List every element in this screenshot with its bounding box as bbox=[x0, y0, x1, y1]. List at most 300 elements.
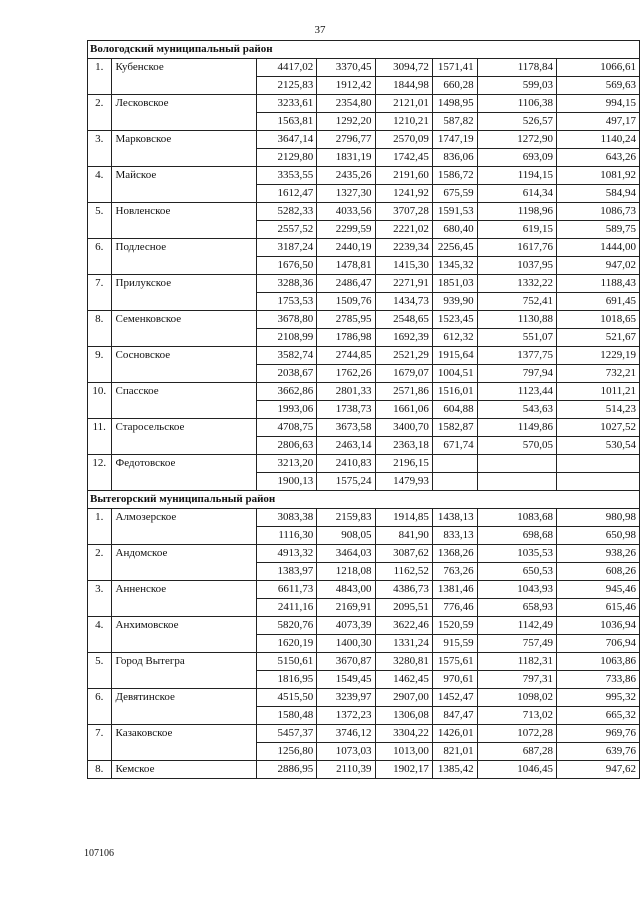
row-number: 1. bbox=[88, 59, 112, 77]
row-number-empty bbox=[88, 77, 112, 95]
value-cell: 2129,80 bbox=[257, 149, 317, 167]
value-cell: 1229,19 bbox=[557, 347, 640, 365]
section-title: Вытегорский муниципальный район bbox=[88, 491, 640, 509]
settlement-name-empty bbox=[111, 671, 257, 689]
settlement-name-empty bbox=[111, 743, 257, 761]
row-number: 6. bbox=[88, 239, 112, 257]
table-row bbox=[88, 437, 640, 455]
value-cell: 589,75 bbox=[557, 221, 640, 239]
value-cell: 570,05 bbox=[477, 437, 556, 455]
value-cell: 1831,19 bbox=[317, 149, 375, 167]
settlement-name-empty bbox=[111, 221, 257, 239]
footer-code: 107106 bbox=[84, 848, 114, 859]
table-row bbox=[88, 167, 640, 185]
value-cell: 841,90 bbox=[375, 527, 432, 545]
value-cell: 1306,08 bbox=[375, 707, 432, 725]
value-cell: 584,94 bbox=[557, 185, 640, 203]
settlement-name: Город Вытегра bbox=[111, 653, 257, 671]
value-cell: 706,94 bbox=[557, 635, 640, 653]
value-cell: 1073,03 bbox=[317, 743, 375, 761]
value-cell: 1742,45 bbox=[375, 149, 432, 167]
settlement-name-empty bbox=[111, 365, 257, 383]
table-row bbox=[88, 401, 640, 419]
value-cell: 1591,53 bbox=[432, 203, 477, 221]
value-cell: 1912,42 bbox=[317, 77, 375, 95]
value-cell: 1123,44 bbox=[477, 383, 556, 401]
value-cell: 3288,36 bbox=[257, 275, 317, 293]
value-cell: 1580,48 bbox=[257, 707, 317, 725]
value-cell: 915,59 bbox=[432, 635, 477, 653]
settlement-name: Федотовское bbox=[111, 455, 257, 473]
value-cell: 2221,02 bbox=[375, 221, 432, 239]
value-cell: 2440,19 bbox=[317, 239, 375, 257]
value-cell: 1081,92 bbox=[557, 167, 640, 185]
settlement-name: Анхимовское bbox=[111, 617, 257, 635]
table-row bbox=[88, 257, 640, 275]
value-cell: 658,93 bbox=[477, 599, 556, 617]
value-cell: 732,21 bbox=[557, 365, 640, 383]
value-cell: 3353,55 bbox=[257, 167, 317, 185]
settlement-name: Подлесное bbox=[111, 239, 257, 257]
value-cell: 3094,72 bbox=[375, 59, 432, 77]
value-cell: 1434,73 bbox=[375, 293, 432, 311]
value-cell: 1612,47 bbox=[257, 185, 317, 203]
value-cell: 3746,12 bbox=[317, 725, 375, 743]
value-cell: 1762,26 bbox=[317, 365, 375, 383]
value-cell: 2796,77 bbox=[317, 131, 375, 149]
value-cell: 980,98 bbox=[557, 509, 640, 527]
table-row bbox=[88, 455, 640, 473]
value-cell: 1993,06 bbox=[257, 401, 317, 419]
value-cell: 3280,81 bbox=[375, 653, 432, 671]
value-cell: 1013,00 bbox=[375, 743, 432, 761]
value-cell: 1617,76 bbox=[477, 239, 556, 257]
value-cell: 650,98 bbox=[557, 527, 640, 545]
row-number: 12. bbox=[88, 455, 112, 473]
value-cell: 599,03 bbox=[477, 77, 556, 95]
value-cell: 1027,52 bbox=[557, 419, 640, 437]
value-cell: 675,59 bbox=[432, 185, 477, 203]
value-cell: 3083,38 bbox=[257, 509, 317, 527]
value-cell: 2521,29 bbox=[375, 347, 432, 365]
row-number: 7. bbox=[88, 725, 112, 743]
value-cell: 1140,24 bbox=[557, 131, 640, 149]
settlement-name: Кубенское bbox=[111, 59, 257, 77]
value-cell: 551,07 bbox=[477, 329, 556, 347]
settlement-name-empty bbox=[111, 113, 257, 131]
value-cell: 4386,73 bbox=[375, 581, 432, 599]
page-number: 37 bbox=[314, 24, 326, 36]
value-cell: 691,45 bbox=[557, 293, 640, 311]
value-cell: 1438,13 bbox=[432, 509, 477, 527]
value-cell: 2570,09 bbox=[375, 131, 432, 149]
value-cell: 1086,73 bbox=[557, 203, 640, 221]
value-cell: 4417,02 bbox=[257, 59, 317, 77]
table-row bbox=[88, 761, 640, 779]
settlement-name: Старосельское bbox=[111, 419, 257, 437]
value-cell: 615,46 bbox=[557, 599, 640, 617]
row-number: 2. bbox=[88, 95, 112, 113]
value-cell: 1452,47 bbox=[432, 689, 477, 707]
row-number: 11. bbox=[88, 419, 112, 437]
value-cell: 1142,49 bbox=[477, 617, 556, 635]
value-cell bbox=[432, 455, 477, 473]
value-cell: 757,49 bbox=[477, 635, 556, 653]
value-cell: 1586,72 bbox=[432, 167, 477, 185]
table-row bbox=[88, 527, 640, 545]
value-cell: 1004,51 bbox=[432, 365, 477, 383]
value-cell: 1844,98 bbox=[375, 77, 432, 95]
value-cell: 1066,61 bbox=[557, 59, 640, 77]
settlement-name: Лесковское bbox=[111, 95, 257, 113]
value-cell: 939,90 bbox=[432, 293, 477, 311]
value-cell: 671,74 bbox=[432, 437, 477, 455]
value-cell: 1372,23 bbox=[317, 707, 375, 725]
value-cell: 752,41 bbox=[477, 293, 556, 311]
value-cell: 1914,85 bbox=[375, 509, 432, 527]
value-cell bbox=[477, 455, 556, 473]
value-cell: 1462,45 bbox=[375, 671, 432, 689]
value-cell: 608,26 bbox=[557, 563, 640, 581]
value-cell: 1218,08 bbox=[317, 563, 375, 581]
value-cell: 947,02 bbox=[557, 257, 640, 275]
table-row bbox=[88, 149, 640, 167]
value-cell: 1037,95 bbox=[477, 257, 556, 275]
settlement-name-empty bbox=[111, 257, 257, 275]
value-cell: 639,76 bbox=[557, 743, 640, 761]
value-cell: 1747,19 bbox=[432, 131, 477, 149]
value-cell: 3670,87 bbox=[317, 653, 375, 671]
settlement-name: Новленское bbox=[111, 203, 257, 221]
value-cell: 698,68 bbox=[477, 527, 556, 545]
row-number-empty bbox=[88, 257, 112, 275]
row-number: 3. bbox=[88, 131, 112, 149]
value-cell: 1509,76 bbox=[317, 293, 375, 311]
value-cell: 947,62 bbox=[557, 761, 640, 779]
value-cell: 514,23 bbox=[557, 401, 640, 419]
value-cell: 713,02 bbox=[477, 707, 556, 725]
row-number: 10. bbox=[88, 383, 112, 401]
value-cell: 2299,59 bbox=[317, 221, 375, 239]
value-cell: 521,67 bbox=[557, 329, 640, 347]
table-row bbox=[88, 311, 640, 329]
table-row bbox=[88, 743, 640, 761]
value-cell: 1377,75 bbox=[477, 347, 556, 365]
value-cell: 3370,45 bbox=[317, 59, 375, 77]
value-cell: 1198,96 bbox=[477, 203, 556, 221]
value-cell: 4843,00 bbox=[317, 581, 375, 599]
value-cell: 2191,60 bbox=[375, 167, 432, 185]
settlement-name: Анненское bbox=[111, 581, 257, 599]
table-row bbox=[88, 581, 640, 599]
value-cell: 3582,74 bbox=[257, 347, 317, 365]
value-cell: 3304,22 bbox=[375, 725, 432, 743]
value-cell: 3187,24 bbox=[257, 239, 317, 257]
table-row bbox=[88, 419, 640, 437]
value-cell: 1620,19 bbox=[257, 635, 317, 653]
table-row bbox=[88, 617, 640, 635]
value-cell: 1679,07 bbox=[375, 365, 432, 383]
table-row bbox=[88, 77, 640, 95]
settlement-name: Кемское bbox=[111, 761, 257, 779]
value-cell: 1046,45 bbox=[477, 761, 556, 779]
value-cell: 1498,95 bbox=[432, 95, 477, 113]
row-number-empty bbox=[88, 113, 112, 131]
settlement-name: Спасское bbox=[111, 383, 257, 401]
value-cell: 1368,26 bbox=[432, 545, 477, 563]
row-number: 8. bbox=[88, 311, 112, 329]
value-cell: 4708,75 bbox=[257, 419, 317, 437]
value-cell: 1738,73 bbox=[317, 401, 375, 419]
value-cell: 2557,52 bbox=[257, 221, 317, 239]
settlement-name-empty bbox=[111, 473, 257, 491]
row-number-empty bbox=[88, 671, 112, 689]
value-cell: 4515,50 bbox=[257, 689, 317, 707]
value-cell: 4033,56 bbox=[317, 203, 375, 221]
value-cell: 3707,28 bbox=[375, 203, 432, 221]
value-cell: 1130,88 bbox=[477, 311, 556, 329]
settlement-name-empty bbox=[111, 185, 257, 203]
value-cell: 1575,24 bbox=[317, 473, 375, 491]
value-cell: 1256,80 bbox=[257, 743, 317, 761]
table-row bbox=[88, 131, 640, 149]
row-number: 1. bbox=[88, 509, 112, 527]
row-number-empty bbox=[88, 293, 112, 311]
table-row bbox=[88, 383, 640, 401]
value-cell: 3662,86 bbox=[257, 383, 317, 401]
value-cell: 643,26 bbox=[557, 149, 640, 167]
table-row bbox=[88, 185, 640, 203]
value-cell: 1011,21 bbox=[557, 383, 640, 401]
value-cell: 945,46 bbox=[557, 581, 640, 599]
value-cell: 1178,84 bbox=[477, 59, 556, 77]
value-cell bbox=[432, 473, 477, 491]
settlement-name: Казаковское bbox=[111, 725, 257, 743]
settlement-name-empty bbox=[111, 527, 257, 545]
value-cell: 1036,94 bbox=[557, 617, 640, 635]
value-cell: 2801,33 bbox=[317, 383, 375, 401]
value-cell: 612,32 bbox=[432, 329, 477, 347]
settlement-name-empty bbox=[111, 599, 257, 617]
value-cell: 660,28 bbox=[432, 77, 477, 95]
row-number: 8. bbox=[88, 761, 112, 779]
row-number: 6. bbox=[88, 689, 112, 707]
table-row bbox=[88, 239, 640, 257]
section-header bbox=[88, 41, 640, 59]
value-cell: 3400,70 bbox=[375, 419, 432, 437]
value-cell: 994,15 bbox=[557, 95, 640, 113]
table-row bbox=[88, 707, 640, 725]
value-cell: 4073,39 bbox=[317, 617, 375, 635]
value-cell: 776,46 bbox=[432, 599, 477, 617]
value-cell: 1188,43 bbox=[557, 275, 640, 293]
value-cell: 2256,45 bbox=[432, 239, 477, 257]
section-title: Вологодский муниципальный район bbox=[88, 41, 640, 59]
settlement-name-empty bbox=[111, 563, 257, 581]
value-cell: 2463,14 bbox=[317, 437, 375, 455]
value-cell bbox=[557, 455, 640, 473]
value-cell: 3622,46 bbox=[375, 617, 432, 635]
table-row bbox=[88, 473, 640, 491]
value-cell: 3239,97 bbox=[317, 689, 375, 707]
row-number-empty bbox=[88, 635, 112, 653]
settlement-name: Семенковское bbox=[111, 311, 257, 329]
value-cell: 2095,51 bbox=[375, 599, 432, 617]
value-cell: 1478,81 bbox=[317, 257, 375, 275]
value-cell: 1816,95 bbox=[257, 671, 317, 689]
value-cell: 970,61 bbox=[432, 671, 477, 689]
value-cell: 2785,95 bbox=[317, 311, 375, 329]
value-cell: 1182,31 bbox=[477, 653, 556, 671]
value-cell: 5282,33 bbox=[257, 203, 317, 221]
table-row bbox=[88, 725, 640, 743]
value-cell: 5820,76 bbox=[257, 617, 317, 635]
value-cell: 2435,26 bbox=[317, 167, 375, 185]
value-cell: 797,31 bbox=[477, 671, 556, 689]
value-cell: 619,15 bbox=[477, 221, 556, 239]
value-cell bbox=[477, 473, 556, 491]
value-cell: 1575,61 bbox=[432, 653, 477, 671]
value-cell: 1072,28 bbox=[477, 725, 556, 743]
value-cell: 1332,22 bbox=[477, 275, 556, 293]
value-cell: 3673,58 bbox=[317, 419, 375, 437]
value-cell: 2121,01 bbox=[375, 95, 432, 113]
table-row bbox=[88, 329, 640, 347]
value-cell: 687,28 bbox=[477, 743, 556, 761]
value-cell: 1098,02 bbox=[477, 689, 556, 707]
value-cell: 4913,32 bbox=[257, 545, 317, 563]
row-number-empty bbox=[88, 473, 112, 491]
settlement-name-empty bbox=[111, 437, 257, 455]
value-cell: 1479,93 bbox=[375, 473, 432, 491]
settlement-name-empty bbox=[111, 77, 257, 95]
settlement-name: Майское bbox=[111, 167, 257, 185]
table-row bbox=[88, 203, 640, 221]
value-cell: 3213,20 bbox=[257, 455, 317, 473]
row-number-empty bbox=[88, 401, 112, 419]
value-cell: 614,34 bbox=[477, 185, 556, 203]
value-cell: 1106,38 bbox=[477, 95, 556, 113]
value-cell: 6611,73 bbox=[257, 581, 317, 599]
value-cell: 2410,83 bbox=[317, 455, 375, 473]
value-cell: 2354,80 bbox=[317, 95, 375, 113]
value-cell: 1676,50 bbox=[257, 257, 317, 275]
value-cell: 1035,53 bbox=[477, 545, 556, 563]
value-cell: 497,17 bbox=[557, 113, 640, 131]
value-cell: 1571,41 bbox=[432, 59, 477, 77]
value-cell: 1520,59 bbox=[432, 617, 477, 635]
value-cell: 530,54 bbox=[557, 437, 640, 455]
value-cell: 1292,20 bbox=[317, 113, 375, 131]
value-cell: 969,76 bbox=[557, 725, 640, 743]
value-cell: 2806,63 bbox=[257, 437, 317, 455]
value-cell: 1116,30 bbox=[257, 527, 317, 545]
table-row bbox=[88, 347, 640, 365]
value-cell: 2486,47 bbox=[317, 275, 375, 293]
value-cell: 1549,45 bbox=[317, 671, 375, 689]
value-cell: 3647,14 bbox=[257, 131, 317, 149]
settlement-name: Девятинское bbox=[111, 689, 257, 707]
value-cell: 2907,00 bbox=[375, 689, 432, 707]
settlement-name: Марковское bbox=[111, 131, 257, 149]
value-cell: 1383,97 bbox=[257, 563, 317, 581]
row-number: 7. bbox=[88, 275, 112, 293]
table-row bbox=[88, 113, 640, 131]
value-cell: 1063,86 bbox=[557, 653, 640, 671]
table-row bbox=[88, 365, 640, 383]
settlement-name-empty bbox=[111, 635, 257, 653]
value-cell: 1516,01 bbox=[432, 383, 477, 401]
row-number: 5. bbox=[88, 653, 112, 671]
value-cell: 2571,86 bbox=[375, 383, 432, 401]
value-cell: 2110,39 bbox=[317, 761, 375, 779]
row-number-empty bbox=[88, 149, 112, 167]
settlement-name-empty bbox=[111, 401, 257, 419]
row-number-empty bbox=[88, 743, 112, 761]
value-cell: 847,47 bbox=[432, 707, 477, 725]
value-cell: 1381,46 bbox=[432, 581, 477, 599]
value-cell: 833,13 bbox=[432, 527, 477, 545]
value-cell: 1194,15 bbox=[477, 167, 556, 185]
value-cell: 797,94 bbox=[477, 365, 556, 383]
table-row bbox=[88, 545, 640, 563]
value-cell: 1661,06 bbox=[375, 401, 432, 419]
value-cell: 2108,99 bbox=[257, 329, 317, 347]
row-number-empty bbox=[88, 221, 112, 239]
value-cell: 908,05 bbox=[317, 527, 375, 545]
value-cell: 693,09 bbox=[477, 149, 556, 167]
value-cell: 650,53 bbox=[477, 563, 556, 581]
row-number-empty bbox=[88, 707, 112, 725]
value-cell: 1444,00 bbox=[557, 239, 640, 257]
value-cell: 2239,34 bbox=[375, 239, 432, 257]
table-row bbox=[88, 509, 640, 527]
value-cell: 1018,65 bbox=[557, 311, 640, 329]
table-row bbox=[88, 689, 640, 707]
value-cell: 2159,83 bbox=[317, 509, 375, 527]
table-row bbox=[88, 95, 640, 113]
section-header bbox=[88, 491, 640, 509]
row-number-empty bbox=[88, 329, 112, 347]
row-number-empty bbox=[88, 599, 112, 617]
row-number: 4. bbox=[88, 167, 112, 185]
value-cell: 1345,32 bbox=[432, 257, 477, 275]
value-cell: 3087,62 bbox=[375, 545, 432, 563]
table-row bbox=[88, 59, 640, 77]
table-row bbox=[88, 599, 640, 617]
value-cell: 1327,30 bbox=[317, 185, 375, 203]
value-cell: 1385,42 bbox=[432, 761, 477, 779]
settlement-name-empty bbox=[111, 293, 257, 311]
value-cell: 1692,39 bbox=[375, 329, 432, 347]
value-cell: 1149,86 bbox=[477, 419, 556, 437]
value-cell: 2886,95 bbox=[257, 761, 317, 779]
value-cell: 2169,91 bbox=[317, 599, 375, 617]
value-cell: 1786,98 bbox=[317, 329, 375, 347]
value-cell: 2125,83 bbox=[257, 77, 317, 95]
value-cell: 1272,90 bbox=[477, 131, 556, 149]
row-number: 9. bbox=[88, 347, 112, 365]
value-cell: 836,06 bbox=[432, 149, 477, 167]
value-cell: 680,40 bbox=[432, 221, 477, 239]
value-cell: 1563,81 bbox=[257, 113, 317, 131]
value-cell: 1083,68 bbox=[477, 509, 556, 527]
value-cell: 1043,93 bbox=[477, 581, 556, 599]
value-cell: 5457,37 bbox=[257, 725, 317, 743]
value-cell: 5150,61 bbox=[257, 653, 317, 671]
value-cell: 543,63 bbox=[477, 401, 556, 419]
value-cell: 2196,15 bbox=[375, 455, 432, 473]
